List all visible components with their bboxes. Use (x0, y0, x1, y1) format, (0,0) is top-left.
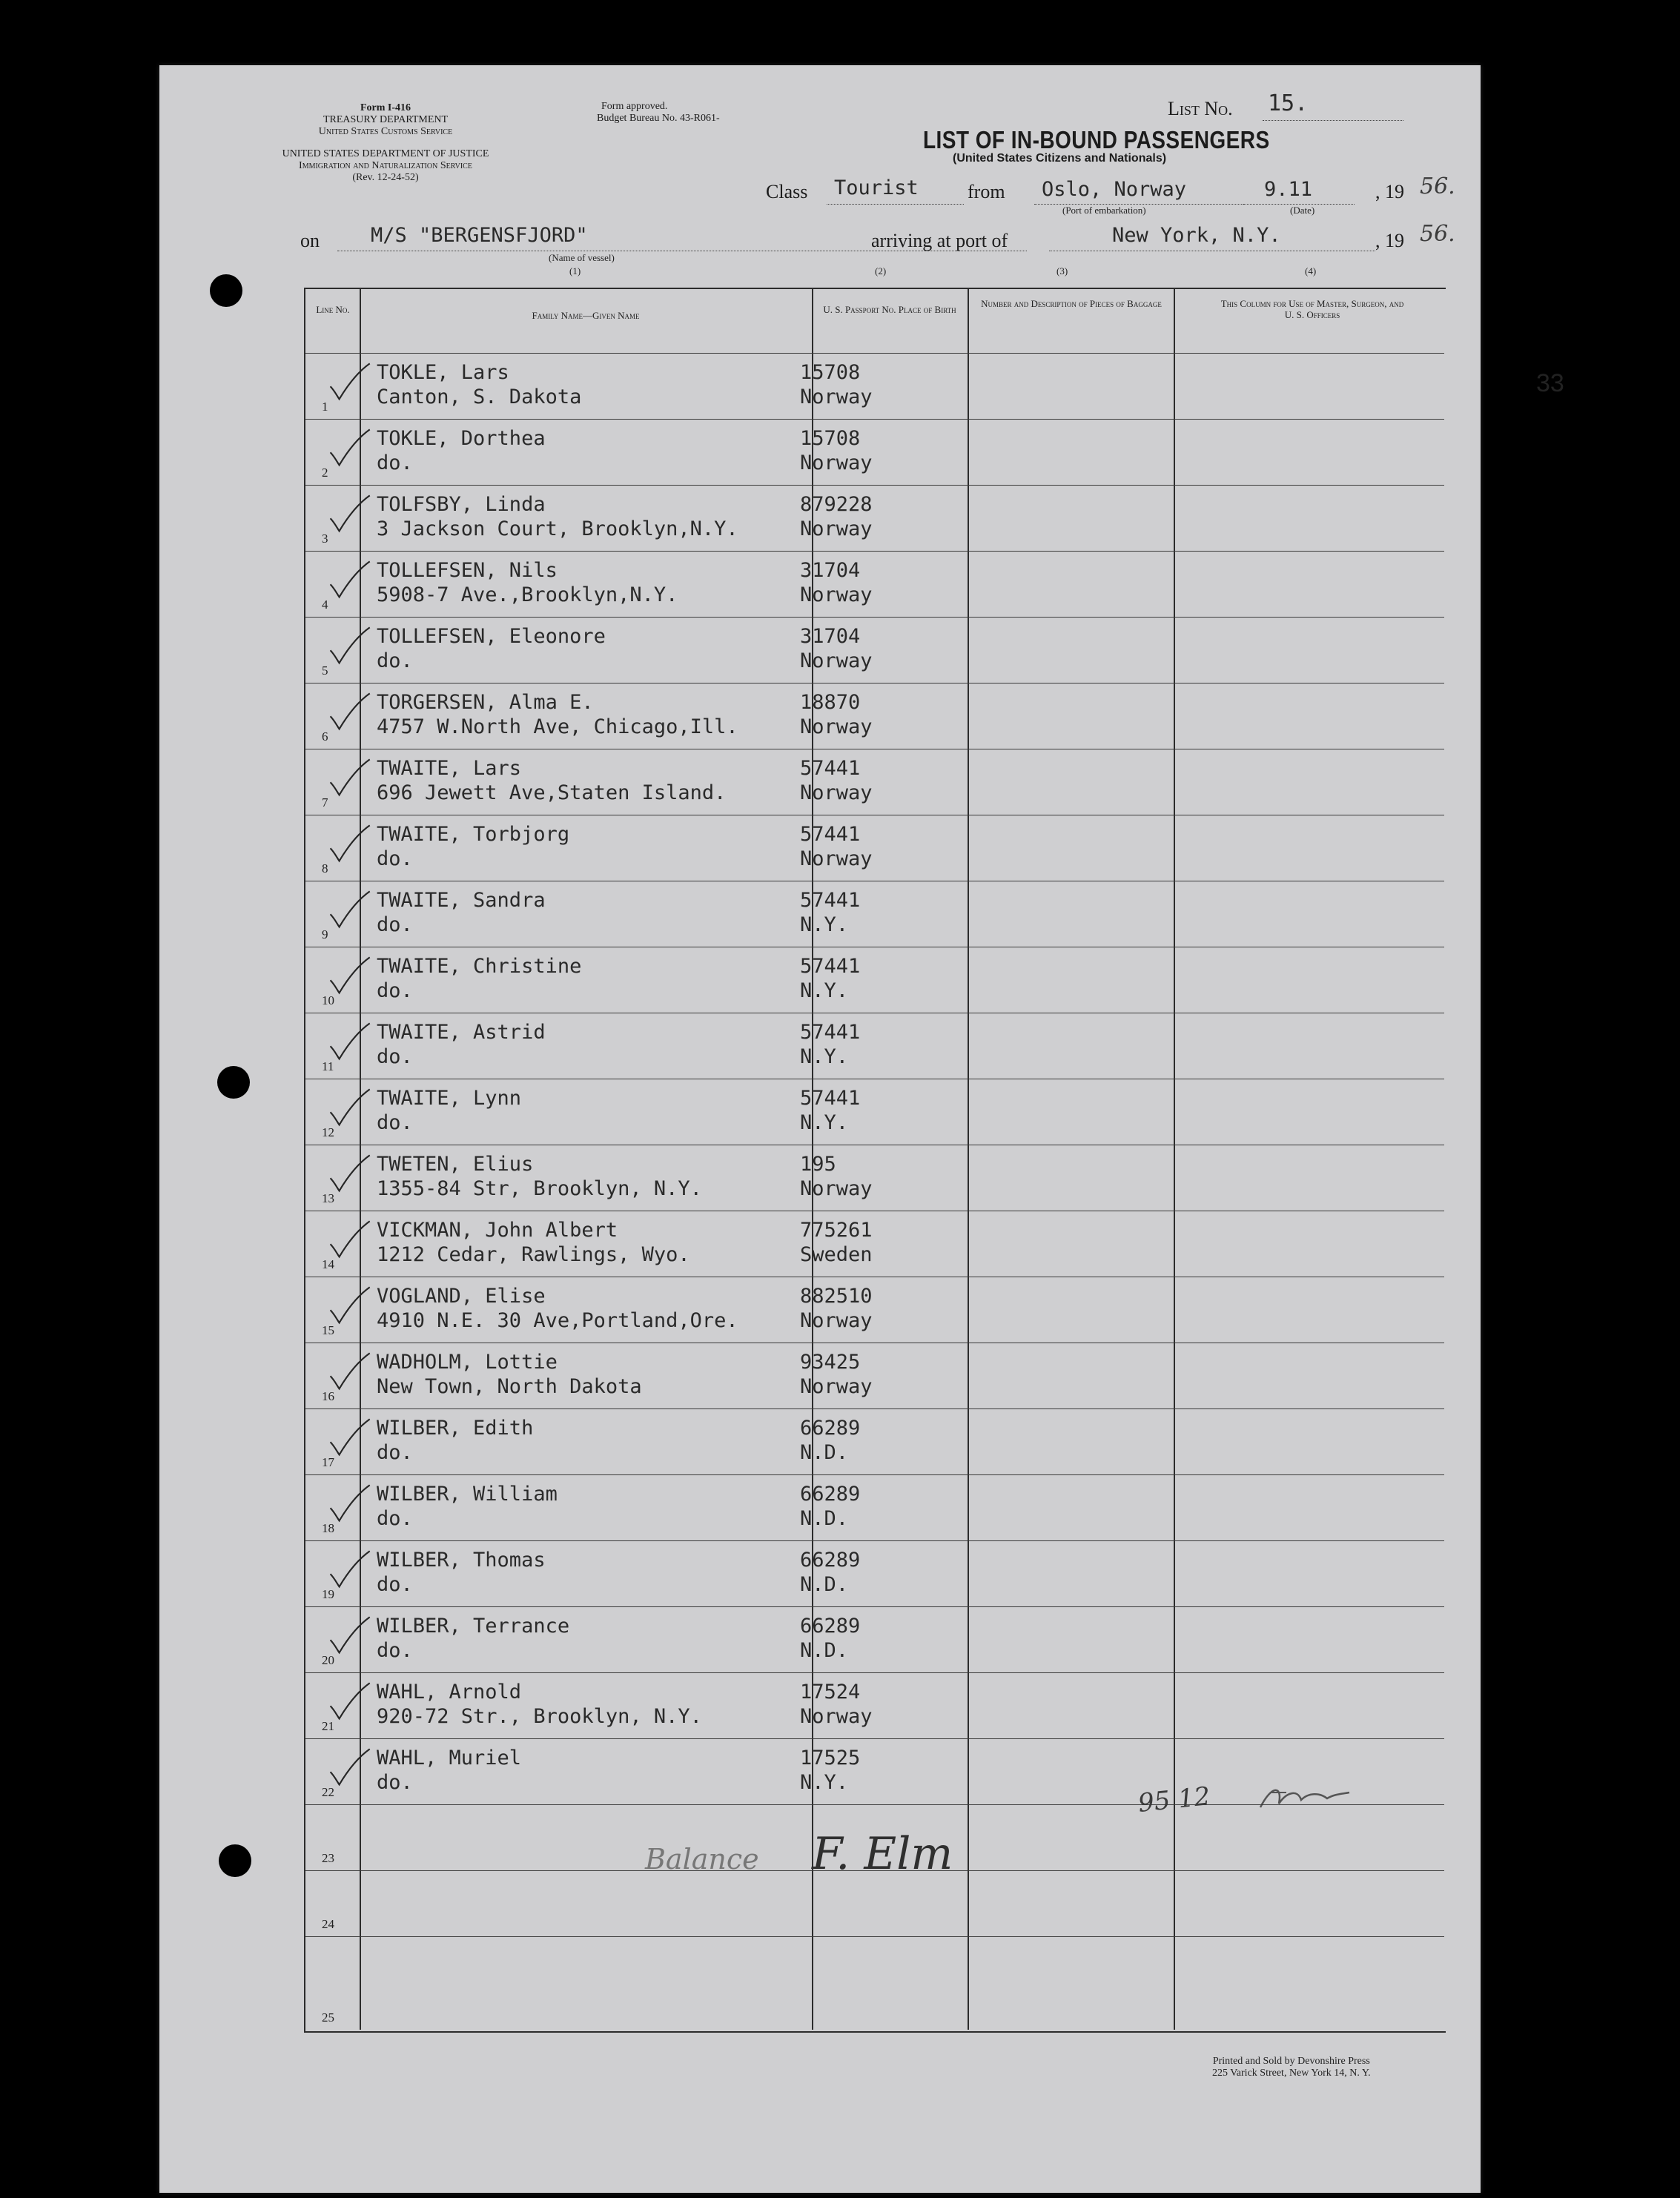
table-row (305, 881, 1444, 947)
passport-cell (800, 426, 873, 475)
passport-number: 57441 (800, 823, 861, 846)
passport-cell (800, 1482, 860, 1531)
place-of-birth: Norway (800, 1309, 873, 1332)
passenger-address: do. (377, 451, 413, 474)
passenger-address: do. (377, 913, 413, 936)
place-of-birth: N.Y. (800, 979, 849, 1002)
line-number: 10 (322, 993, 334, 1007)
line-number: 18 (322, 1521, 334, 1535)
binder-hole-bottom (219, 1844, 251, 1877)
row-separator (305, 1474, 1444, 1475)
check-mark-icon (325, 691, 377, 735)
passport-cell (800, 1350, 873, 1399)
from-caption: (Port of embarkation) (1062, 205, 1146, 216)
passport-number: 879228 (800, 493, 873, 516)
place-of-birth: N.D. (800, 1573, 849, 1596)
passenger-name-cell (377, 822, 569, 871)
passenger-name: TORGERSEN, Alma E. (377, 691, 594, 714)
passenger-address: do. (377, 649, 413, 672)
header-passport: U. S. Passport No. Place of Birth (823, 304, 956, 315)
row-separator (305, 1870, 1444, 1871)
passenger-name: TOKLE, Dorthea (377, 427, 546, 450)
revision-date: (Rev. 12-24-52) (352, 172, 419, 183)
table-row (305, 1540, 1444, 1606)
table-row (305, 1211, 1444, 1277)
page-title: LIST OF IN-BOUND PASSENGERS (923, 126, 1270, 153)
form-identifiers (278, 102, 493, 184)
passport-cell (800, 690, 873, 739)
col2-caption: (2) (875, 265, 887, 277)
passport-cell (800, 1152, 873, 1201)
line-number: 14 (322, 1257, 334, 1271)
passenger-name: TOLFSBY, Linda (377, 493, 546, 516)
line-number: 21 (322, 1719, 334, 1733)
place-of-birth: Norway (800, 649, 873, 672)
row-separator (305, 617, 1444, 618)
binder-hole-top (210, 274, 242, 307)
passport-number: 66289 (800, 1615, 861, 1638)
list-no-underline (1263, 120, 1403, 121)
officer-note: 33 (1536, 369, 1564, 397)
passenger-name-cell (377, 1020, 546, 1069)
place-of-birth: N.Y. (800, 913, 849, 936)
line-number: 17 (322, 1455, 334, 1469)
passenger-address: 3 Jackson Court, Brooklyn,N.Y. (377, 517, 738, 540)
place-of-birth: N.Y. (800, 1111, 849, 1134)
table-row (305, 947, 1444, 1013)
passport-number: 66289 (800, 1549, 861, 1572)
passenger-name: TWETEN, Elius (377, 1153, 534, 1176)
passport-cell (800, 492, 873, 541)
handwritten-count: 95 12 (1137, 1781, 1212, 1818)
passport-number: 57441 (800, 757, 861, 780)
passport-number: 17525 (800, 1747, 861, 1770)
place-of-birth: Norway (800, 1705, 873, 1728)
table-row (305, 1277, 1444, 1343)
passport-number: 775261 (800, 1219, 873, 1242)
table-row (305, 1936, 1444, 2030)
row-separator (305, 1804, 1444, 1805)
table-row (305, 1013, 1444, 1079)
passport-cell (800, 558, 873, 607)
customs-service: United States Customs Service (318, 126, 453, 137)
passport-number: 57441 (800, 1087, 861, 1110)
form-approved: Form approved. (601, 101, 668, 112)
printer-line-2: 225 Varick Street, New York 14, N. Y. (1212, 2068, 1371, 2079)
budget-approval (597, 101, 790, 125)
check-mark-icon (325, 625, 377, 669)
passenger-name-cell (377, 360, 581, 409)
passport-number: 18870 (800, 691, 861, 714)
place-of-birth: N.D. (800, 1639, 849, 1662)
passport-number: 17524 (800, 1681, 861, 1704)
printer-imprint (1212, 2056, 1371, 2079)
passport-cell (800, 756, 873, 805)
port-value: New York, N.Y. (1112, 224, 1281, 247)
passenger-name: TWAITE, Christine (377, 955, 582, 978)
date-value: 9.11 (1264, 178, 1313, 201)
check-mark-icon (325, 1153, 377, 1197)
line-number: 22 (322, 1785, 334, 1799)
year-value-2: 56. (1420, 221, 1455, 247)
passenger-name-cell (377, 1218, 690, 1267)
header-family-name: Family Name—Given Name (532, 310, 640, 321)
passenger-name-cell (377, 558, 678, 607)
place-of-birth: Norway (800, 385, 873, 408)
passport-cell (800, 1680, 873, 1729)
line-number: 7 (322, 795, 328, 810)
passenger-address: do. (377, 1111, 413, 1134)
passport-cell (800, 360, 873, 409)
row-separator (305, 1672, 1444, 1673)
passenger-address: do. (377, 979, 413, 1002)
line-number: 16 (322, 1389, 334, 1403)
col4-caption: (4) (1305, 265, 1317, 277)
passenger-address: do. (377, 1771, 413, 1794)
passport-cell (800, 1020, 860, 1069)
passenger-name: TOLLEFSEN, Eleonore (377, 625, 606, 648)
check-mark-icon (325, 1285, 377, 1329)
passenger-name: VOGLAND, Elise (377, 1285, 546, 1308)
table-row (305, 419, 1444, 485)
justice-department: UNITED STATES DEPARTMENT OF JUSTICE (282, 148, 489, 159)
table-row (305, 1606, 1444, 1672)
passenger-name: WADHOLM, Lottie (377, 1351, 558, 1374)
passenger-address: 5908-7 Ave.,Brooklyn,N.Y. (377, 583, 678, 606)
passport-number: 57441 (800, 889, 861, 912)
balance-note: Balance (645, 1843, 759, 1876)
year-value-1: 56. (1420, 173, 1455, 199)
passport-cell (800, 1284, 873, 1333)
passenger-address: 920-72 Str., Brooklyn, N.Y. (377, 1705, 702, 1728)
passenger-name: TWAITE, Astrid (377, 1021, 546, 1044)
check-mark-icon (325, 361, 377, 405)
row-separator (305, 1540, 1444, 1541)
passenger-name-cell (377, 426, 546, 475)
table-row (305, 1870, 1444, 1936)
passport-number: 93425 (800, 1351, 861, 1374)
row-separator (305, 485, 1444, 486)
col1-caption: (1) (569, 265, 581, 277)
table-row (305, 1079, 1444, 1145)
table-row (305, 1474, 1444, 1540)
check-mark-icon (325, 889, 377, 933)
table-row (305, 353, 1564, 419)
passport-cell (800, 1614, 860, 1663)
handwritten-initials (1257, 1778, 1353, 1822)
passenger-name: WAHL, Arnold (377, 1681, 522, 1704)
place-of-birth: Norway (800, 1375, 873, 1398)
passenger-name: WILBER, Terrance (377, 1615, 570, 1638)
check-mark-icon (325, 1681, 377, 1725)
line-number: 2 (322, 466, 328, 480)
place-of-birth: Norway (800, 451, 873, 474)
check-mark-icon (325, 1615, 377, 1659)
line-number: 20 (322, 1653, 334, 1667)
passenger-name: TOLLEFSEN, Nils (377, 559, 558, 582)
check-mark-icon (325, 823, 377, 867)
passport-number: 882510 (800, 1285, 873, 1308)
place-of-birth: N.Y. (800, 1771, 849, 1794)
list-no-value: 15. (1268, 90, 1309, 116)
passenger-name-cell (377, 1482, 558, 1531)
passenger-name: TWAITE, Lynn (377, 1087, 522, 1110)
passenger-name: TOKLE, Lars (377, 361, 509, 384)
line-number: 4 (322, 598, 328, 612)
passport-number: 31704 (800, 559, 861, 582)
passport-cell (800, 1086, 860, 1135)
treasury-department: TREASURY DEPARTMENT (323, 114, 449, 125)
line-number: 5 (322, 663, 328, 678)
check-mark-icon (325, 1549, 377, 1593)
check-mark-icon (325, 493, 377, 537)
printer-line-1: Printed and Sold by Devonshire Press (1212, 2056, 1370, 2067)
col3-caption: (3) (1056, 265, 1068, 277)
year-prefix-2: , 19 (1375, 230, 1404, 251)
passenger-name: TWAITE, Sandra (377, 889, 546, 912)
passport-cell (800, 624, 873, 673)
line-number: 6 (322, 729, 328, 744)
passenger-name-cell (377, 1680, 702, 1729)
passenger-address: do. (377, 1441, 413, 1464)
place-of-birth: Norway (800, 1177, 873, 1200)
place-of-birth: Norway (800, 583, 873, 606)
passenger-name: TWAITE, Torbjorg (377, 823, 570, 846)
table-row (305, 551, 1444, 617)
from-value: Oslo, Norway (1042, 178, 1187, 201)
place-of-birth: Norway (800, 517, 873, 540)
table-row (305, 617, 1444, 683)
passport-cell (800, 1548, 860, 1597)
passport-number: 66289 (800, 1483, 861, 1506)
form-number: Form I-416 (360, 102, 411, 113)
check-mark-icon (325, 1747, 377, 1791)
passenger-address: do. (377, 1573, 413, 1596)
line-number: 15 (322, 1323, 334, 1337)
passport-number: 31704 (800, 625, 861, 648)
passport-number: 57441 (800, 1021, 861, 1044)
passenger-name-cell (377, 492, 738, 541)
table-row (305, 815, 1444, 881)
place-of-birth: N.D. (800, 1441, 849, 1464)
passenger-name-cell (377, 690, 738, 739)
row-separator (305, 1606, 1444, 1607)
passenger-name-cell (377, 624, 606, 673)
table-row (305, 683, 1444, 749)
passport-cell (800, 954, 860, 1003)
place-of-birth: Norway (800, 847, 873, 870)
passenger-address: do. (377, 847, 413, 870)
passenger-name-cell (377, 1350, 642, 1399)
passenger-name-cell (377, 1284, 738, 1333)
place-of-birth: N.D. (800, 1507, 849, 1530)
page-subtitle: (United States Citizens and Nationals) (953, 152, 1167, 165)
passenger-name: WAHL, Muriel (377, 1747, 522, 1770)
header-officers: This Column for Use of Master, Surgeon, and U. S. Officers (1220, 298, 1404, 320)
form-page (159, 65, 1564, 2193)
passport-cell (800, 1218, 873, 1267)
passenger-name-cell (377, 888, 546, 937)
on-label: on (300, 230, 320, 251)
check-mark-icon (325, 1087, 377, 1131)
passenger-name-cell (377, 1086, 521, 1135)
check-mark-icon (325, 1351, 377, 1395)
vessel-name: M/S "BERGENSFJORD" (371, 224, 588, 247)
check-mark-icon (325, 757, 377, 801)
row-separator (305, 1936, 1444, 1937)
row-separator (305, 419, 1444, 420)
budget-bureau: Budget Bureau No. 43-R061- (597, 113, 720, 124)
header-baggage: Number and Description of Pieces of Baggage (981, 298, 1162, 309)
class-value: Tourist (834, 176, 919, 199)
table-row (305, 1343, 1444, 1408)
check-mark-icon (325, 1417, 377, 1461)
line-number: 11 (322, 1059, 334, 1073)
passport-cell (800, 822, 873, 871)
passenger-address: Canton, S. Dakota (377, 385, 582, 408)
line-number: 23 (322, 1851, 334, 1865)
passenger-name-cell (377, 954, 581, 1003)
passenger-name-cell (377, 1746, 521, 1795)
passenger-name-cell (377, 1152, 702, 1201)
passenger-name: WILBER, William (377, 1483, 558, 1506)
passenger-address: 4910 N.E. 30 Ave,Portland,Ore. (377, 1309, 738, 1332)
immigration-service: Immigration and Naturalization Service (299, 160, 472, 171)
line-number: 8 (322, 861, 328, 875)
check-mark-icon (325, 1021, 377, 1065)
table-row (305, 749, 1444, 815)
passenger-address: 696 Jewett Ave,Staten Island. (377, 781, 727, 804)
check-mark-icon (325, 1219, 377, 1263)
check-mark-icon (325, 955, 377, 999)
year-prefix-1: , 19 (1375, 181, 1404, 202)
passenger-name: VICKMAN, John Albert (377, 1219, 618, 1242)
line-number: 1 (322, 400, 328, 414)
passenger-address: do. (377, 1045, 413, 1068)
signature: F. Elm (812, 1828, 953, 1880)
line-number: 9 (322, 927, 328, 941)
passenger-name: WILBER, Edith (377, 1417, 534, 1440)
passenger-address: New Town, North Dakota (377, 1375, 642, 1398)
passenger-address: 1212 Cedar, Rawlings, Wyo. (377, 1243, 690, 1266)
passport-number: 15708 (800, 361, 861, 384)
line-number: 19 (322, 1587, 334, 1601)
row-separator (305, 1408, 1444, 1409)
line-number: 13 (322, 1191, 334, 1205)
date-caption: (Date) (1290, 205, 1315, 216)
arriving-label: arriving at port of (871, 230, 1008, 251)
place-of-birth: N.Y. (800, 1045, 849, 1068)
passenger-name-cell (377, 1548, 546, 1597)
passport-cell (800, 888, 860, 937)
place-of-birth: Sweden (800, 1243, 873, 1266)
list-no-label: List No. (1168, 98, 1233, 119)
passenger-address: 4757 W.North Ave, Chicago,Ill. (377, 715, 738, 738)
table-row (305, 1408, 1444, 1474)
passenger-name-cell (377, 1416, 533, 1465)
binder-hole-middle (217, 1066, 250, 1099)
check-mark-icon (325, 1483, 377, 1527)
passport-number: 57441 (800, 955, 861, 978)
row-separator (305, 551, 1444, 552)
passenger-name: WILBER, Thomas (377, 1549, 546, 1572)
passport-cell (800, 1416, 860, 1465)
table-row (305, 1145, 1444, 1211)
class-underline (827, 204, 964, 205)
passenger-name: TWAITE, Lars (377, 757, 522, 780)
row-separator (305, 1738, 1444, 1739)
vessel-caption: (Name of vessel) (549, 252, 615, 263)
place-of-birth: Norway (800, 715, 873, 738)
passenger-name-cell (377, 756, 726, 805)
passenger-address: 1355-84 Str, Brooklyn, N.Y. (377, 1177, 702, 1200)
line-number: 24 (322, 1917, 334, 1931)
line-number: 3 (322, 532, 328, 546)
line-number: 12 (322, 1125, 334, 1139)
place-of-birth: Norway (800, 781, 873, 804)
header-line-no: Line No. (316, 304, 350, 315)
check-mark-icon (325, 427, 377, 471)
passport-cell (800, 1746, 860, 1795)
table-row (305, 485, 1444, 551)
passport-number: 195 (800, 1153, 836, 1176)
passport-number: 15708 (800, 427, 861, 450)
line-number: 25 (322, 2010, 334, 2025)
passenger-address: do. (377, 1639, 413, 1662)
check-mark-icon (325, 559, 377, 603)
from-label: from (968, 181, 1005, 202)
passport-number: 66289 (800, 1417, 861, 1440)
passenger-name-cell (377, 1614, 569, 1663)
table-row (305, 1672, 1444, 1738)
passenger-address: do. (377, 1507, 413, 1530)
class-label: Class (766, 181, 808, 202)
